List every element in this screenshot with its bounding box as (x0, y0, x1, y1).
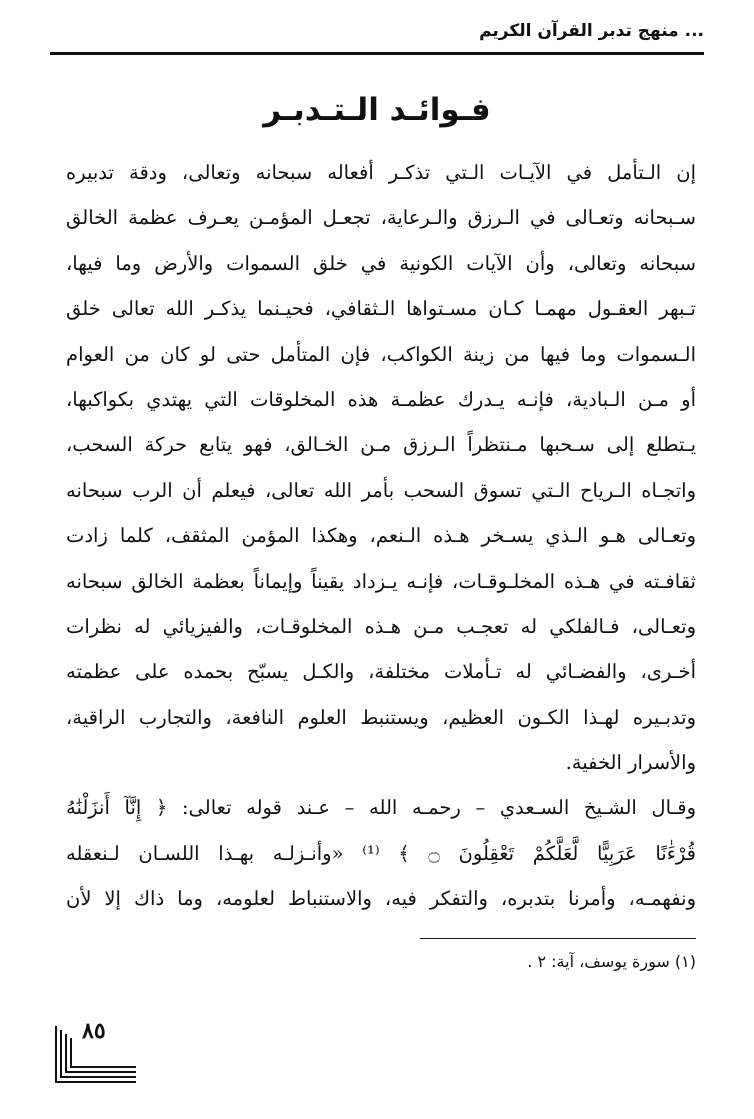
page-number: ٨٥ (82, 1018, 106, 1044)
quran-verse-line: قُرْءَٰنًا عَرَبِيًّا لَّعَلَّكُمْ تَعْقِلُونَ ۝ ﴾ ⁽¹⁾ «وأنـزلـه بهـذا اللسـان لـنعقله (66, 841, 696, 865)
running-header (50, 14, 704, 48)
text-line: وتعـالى، فـالفلكي له تعجـب مـن هـذه المخلوقـات، والفيزيائي له نظرات (66, 614, 696, 638)
text-line: وتعـالى هـو الـذي يسـخر هـذه الـنعم، وهكذا المؤمن المثقف، كلما زادت (66, 524, 696, 548)
section-title: فـوائـد الـتـدبـر (263, 92, 491, 128)
body-text (66, 150, 696, 922)
footnote-rule (420, 938, 696, 939)
text-line: ونفهمـه، وأمرنا بتدبره، والتفكر فيه، والاستنباط لعلومه، وما ذاك إلا لأن (66, 887, 696, 911)
text-line: الـسموات وما فيها من زينة الكواكب، فإن المتأمل حتى لو كان من العوام (66, 342, 696, 366)
text-line: إن الـتأمل في الآيـات الـتي تذكـر أفعاله سبحانه وتعالى، ودقة تدبيره (66, 161, 696, 184)
text-line: سـبحانه وتعـالى في الـرزق والـرعاية، تجعـل المؤمـن يعـرف عظمة الخالق (66, 206, 696, 230)
text-line: وتدبـيره لهـذا الكـون العظيم، ويستنبط العلوم النافعة، والتجارب الراقية، (66, 705, 696, 729)
text-line: يـتطلع إلى سـحبها مـنتظراً الـرزق مـن الخـالق، فهو يتابع حركة السحب، (66, 433, 696, 457)
paragraph-end-line: والأسرار الخفية. (565, 751, 696, 775)
running-title: ... منهج تدبر القرآن الكريم (479, 21, 704, 41)
text-line: واتجـاه الـرياح الـتي تسوق السحب بأمر الله تعالى، فيعلم أن الرب سبحانه (66, 478, 696, 502)
text-line: سبحانه وتعالى، وأن الآيات الكونية في خلق السموات والأرض وما فيها، (66, 251, 696, 275)
quote-line: وقـال الشـيخ السـعدي – رحمـه الله – عـند قوله تعالى: ﴿ إِنَّآ أَنزَلْنَٰهُ (66, 796, 696, 820)
text-line: ثقافـته في هـذه المخلـوقـات، فإنـه يـزداد يقيناً وإيماناً بعظمة الخالق سبحانه (66, 569, 696, 593)
text-line: تـبهر العقـول مهمـا كـان مسـتواها الـثقافي، فحيـنما يذكـر الله تعالى خلق (66, 297, 696, 321)
text-line: أو مـن الـبادية، فإنـه يـدرك عظمـة هذه المخلوقات التي يهتدي بكواكبها، (66, 387, 696, 411)
footnote: (١) سورة يوسف، آية: ٢ . (527, 952, 696, 971)
header-rule (50, 52, 704, 55)
text-line: أخـرى، والفضـائي له تـأملات مختلفة، والكـل يسبّح بحمده على عظمته (66, 660, 696, 684)
